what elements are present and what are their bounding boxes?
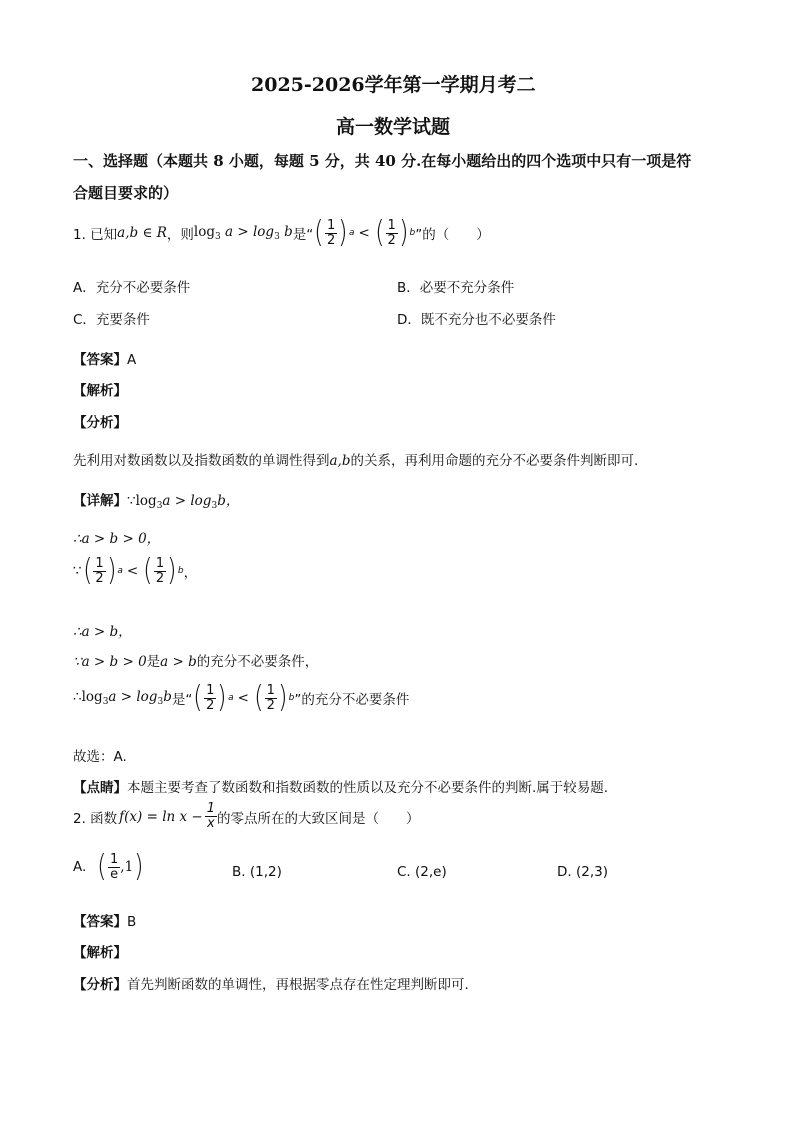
q2-fenxi: 【分析】首先判断函数的单调性，再根据零点存在性定理判断即可. (73, 977, 469, 993)
q1-condition: a,b ∈ R (117, 225, 167, 241)
q1-detail-line2: ∴a > b > 0， (73, 531, 161, 547)
q1-lt: < (358, 225, 370, 241)
q1-detail-line4: ∴a > b， (73, 624, 132, 640)
q2-analysis-label: 【解析】 (73, 945, 127, 961)
q2-option-d: D. (2,3) (557, 864, 608, 880)
q1-option-c: C．充要条件 (73, 312, 150, 328)
page-title: 2025-2026学年第一学期月考二 (251, 74, 536, 96)
q1-option-d: D．既不充分也不必要条件 (397, 312, 556, 328)
q1-log-expr: $\log_3 a > \log_3 b$ (193, 224, 293, 242)
q1-detail-line5: ∵a > b > 0是a > b的充分不必要条件， (73, 654, 319, 670)
q1-option-b: B．必要不充分条件 (397, 280, 515, 296)
q1-option-a: A．充分不必要条件 (73, 280, 191, 296)
q1-answer: 【答案】A (73, 352, 137, 368)
q2-option-c: C. (2,e) (397, 864, 447, 880)
q1-detail-line3: ∵ ( $\frac{1}{2}$ ) a < ( $\frac{1}{2}$ ) b ， (73, 553, 198, 588)
q1-is: 是“ (292, 227, 314, 243)
q1-choose: 故选：A. (73, 749, 127, 765)
section-heading-line1: 一、选择题（本题共 8 小题，每题 5 分，共 40 分.在每小题给出的四个选项中只有一项是符 (73, 152, 692, 170)
q1-stem (73, 215, 490, 250)
q1-half-power-b: ( $\frac{1}{2}$ ) b (374, 215, 416, 250)
q1-analysis-label: 【解析】 (73, 383, 127, 399)
q2-stem: 2. 函数 f(x) = ln x − $\frac{1}{x}$ 的零点所在的大致区间是（ ） (73, 801, 420, 831)
q1-end: ”的（ ） (415, 227, 490, 243)
section-heading-line2: 合题目要求的） (73, 184, 179, 202)
q1-then: ，则 (166, 227, 194, 243)
q1-fenxi-text: 先利用对数函数以及指数函数的单调性得到a,b的关系，再利用命题的充分不必要条件判断即可. (73, 453, 639, 469)
q1-fenxi-label: 【分析】 (73, 415, 127, 431)
q1-detail-line6: $\therefore\log_3a > \log_3b$ 是“ ( $\frac{1}{2}$ ) a < ( $\frac{1}{2}$ ) b ”的充分不必要条件 (73, 680, 410, 715)
q2-option-a: A. ( $\frac{1}{e}$ ,1 ) (73, 849, 144, 884)
q1-comment: 【点睛】本题主要考查了数函数和指数函数的性质以及充分不必要条件的判断.属于较易题. (73, 780, 609, 796)
q1-detail-line1: 【详解】$\because\log_3a > \log_3b$， (73, 493, 240, 511)
page-subtitle: 高一数学试题 (336, 116, 451, 138)
q1-prefix: 1. 已知 (73, 227, 118, 243)
q2-option-b: B. (1,2) (232, 864, 282, 880)
q2-answer: 【答案】B (73, 914, 137, 930)
q1-half-power-a: ( $\frac{1}{2}$ ) a (314, 215, 355, 250)
